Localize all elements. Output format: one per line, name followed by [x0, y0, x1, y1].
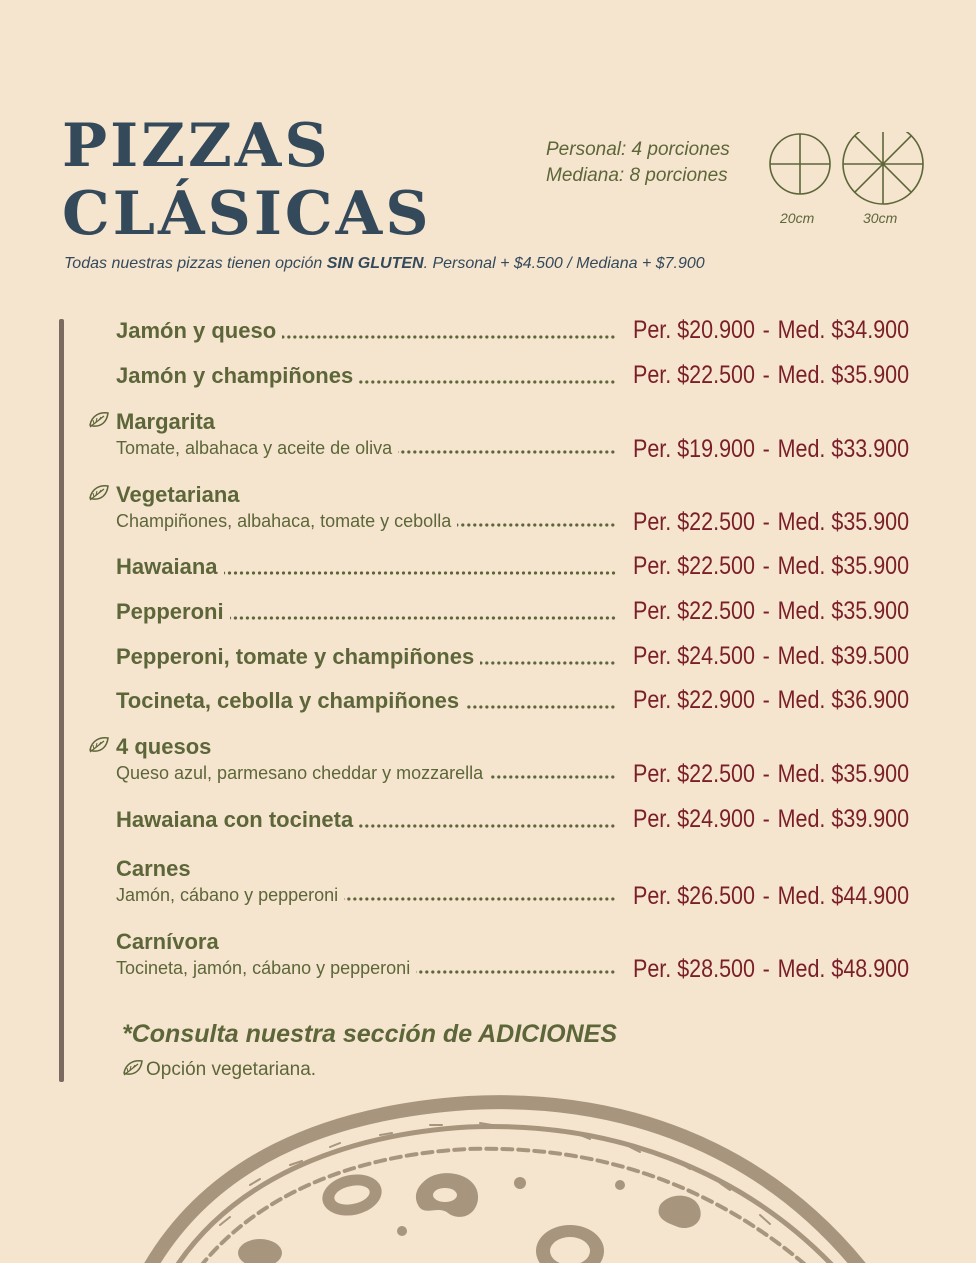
dot-leader — [416, 970, 616, 974]
menu-item-prices — [633, 686, 909, 715]
price-personal: Per. $24.500 — [633, 642, 755, 670]
price-mediana: Med. $36.900 — [777, 686, 910, 714]
dot-leader — [282, 335, 616, 339]
menu-item-name: Pepperoni — [116, 599, 224, 624]
price-mediana: Med. $44.900 — [777, 882, 910, 910]
dot-leader — [359, 380, 616, 384]
menu-item-name: Jamón y champiñones — [116, 363, 354, 388]
price-separator: - — [762, 361, 770, 389]
price-mediana: Med. $48.900 — [777, 955, 910, 983]
price-separator: - — [762, 686, 770, 714]
dot-leader — [480, 661, 616, 665]
page-title — [62, 112, 432, 248]
price-personal: Per. $19.900 — [633, 435, 755, 463]
dot-leader — [359, 824, 616, 828]
price-separator: - — [762, 882, 770, 910]
menu-item-name: Carnes — [116, 856, 191, 881]
menu-item-prices — [633, 955, 909, 984]
dot-leader — [489, 775, 616, 779]
price-separator: - — [762, 552, 770, 580]
price-personal: Per. $28.500 — [633, 955, 755, 983]
price-mediana: Med. $39.500 — [777, 642, 910, 670]
price-personal: Per. $22.500 — [633, 552, 755, 580]
menu-item-description: Tomate, albahaca y aceite de oliva — [116, 438, 393, 458]
menu-item-line — [116, 686, 616, 714]
size-label-personal: 20cm — [780, 210, 815, 226]
menu-item-name: Carnívora — [116, 929, 219, 954]
price-mediana: Med. $39.900 — [777, 805, 910, 833]
dot-leader — [224, 571, 617, 575]
dot-leader — [457, 523, 616, 527]
dot-leader — [344, 897, 616, 901]
price-separator: - — [762, 955, 770, 983]
gluten-note-highlight: SIN GLUTEN — [326, 255, 424, 272]
menu-item-prices — [633, 760, 909, 789]
gluten-note-prefix: Todas nuestras pizzas tienen opción — [64, 255, 327, 272]
menu-item-line — [116, 642, 616, 670]
leaf-icon — [88, 484, 110, 502]
price-mediana: Med. $34.900 — [777, 316, 910, 344]
menu-item-line — [116, 597, 616, 625]
menu-item-prices — [633, 316, 909, 345]
price-separator: - — [762, 597, 770, 625]
menu-item-line — [116, 805, 616, 833]
menu-item-prices — [633, 597, 909, 626]
adiciones-note: *Consulta nuestra sección de ADICIONES — [122, 1020, 618, 1048]
menu-item-line — [116, 878, 616, 906]
price-personal: Per. $22.500 — [633, 361, 755, 389]
leaf-icon — [88, 411, 110, 429]
menu-item-name: Vegetariana — [116, 482, 240, 507]
menu-item-name: Pepperoni, tomate y champiñones — [116, 644, 475, 669]
menu-item-line — [116, 361, 616, 389]
menu-item-line — [116, 316, 616, 344]
menu-item-line — [116, 552, 616, 580]
leaf-icon — [122, 1059, 144, 1077]
menu-item-name: Tocineta, cebolla y champiñones — [116, 688, 460, 713]
menu-item-prices — [633, 642, 909, 671]
price-personal: Per. $22.500 — [633, 597, 755, 625]
menu-item-prices — [633, 435, 909, 464]
menu-item-prices — [633, 508, 909, 537]
size-label-mediana: 30cm — [863, 210, 898, 226]
price-mediana: Med. $35.900 — [777, 361, 910, 389]
menu-item-prices — [633, 361, 909, 390]
portions-info — [546, 137, 730, 189]
price-mediana: Med. $33.900 — [777, 435, 910, 463]
menu-item-description: Tocineta, jamón, cábano y pepperoni — [116, 958, 411, 978]
menu-item-name: Hawaiana con tocineta — [116, 807, 354, 832]
title-line-1: PIZZAS — [62, 111, 331, 181]
gluten-note-suffix: . Personal + $4.500 / Mediana + $7.900 — [423, 255, 705, 272]
price-mediana: Med. $35.900 — [777, 760, 910, 788]
price-personal: Per. $22.500 — [633, 508, 755, 536]
price-separator: - — [762, 805, 770, 833]
dot-leader — [230, 616, 616, 620]
dot-leader — [398, 450, 616, 454]
menu-item-name: Hawaiana — [116, 554, 218, 579]
price-separator: - — [762, 760, 770, 788]
menu-item-prices — [633, 882, 909, 911]
price-separator: - — [762, 642, 770, 670]
menu-item-description: Champiñones, albahaca, tomate y cebolla — [116, 511, 452, 531]
price-personal: Per. $20.900 — [633, 316, 755, 344]
menu-item-name: Jamón y queso — [116, 318, 277, 343]
menu-item-line — [116, 431, 616, 459]
menu-item-line — [116, 504, 616, 532]
menu-item-prices — [633, 805, 909, 834]
menu-item-prices — [633, 552, 909, 581]
menu-item-description: Jamón, cábano y pepperoni — [116, 885, 339, 905]
price-personal: Per. $22.500 — [633, 760, 755, 788]
menu-item-name: Margarita — [116, 409, 216, 434]
gluten-free-note — [64, 255, 705, 273]
price-personal: Per. $24.900 — [633, 805, 755, 833]
leaf-icon — [88, 736, 110, 754]
menu-item-description: Queso azul, parmesano cheddar y mozzarella — [116, 763, 484, 783]
price-mediana: Med. $35.900 — [777, 552, 910, 580]
vegetarian-legend-label: Opción vegetariana. — [146, 1059, 317, 1080]
price-separator: - — [762, 508, 770, 536]
menu-item-line — [116, 951, 616, 979]
pizza-illustration — [0, 1085, 976, 1263]
price-mediana: Med. $35.900 — [777, 597, 910, 625]
pizza-8-slice-icon — [843, 132, 923, 204]
price-personal: Per. $26.500 — [633, 882, 755, 910]
menu-item-name: 4 quesos — [116, 734, 212, 759]
price-personal: Per. $22.900 — [633, 686, 755, 714]
portions-mediana: Mediana: 8 porciones — [546, 165, 728, 186]
price-mediana: Med. $35.900 — [777, 508, 910, 536]
pizza-4-slice-icon — [770, 134, 830, 194]
vegetarian-legend — [122, 1059, 316, 1081]
menu-side-bar — [59, 319, 64, 1082]
price-separator: - — [762, 316, 770, 344]
menu-item-line — [116, 756, 616, 784]
portions-personal: Personal: 4 porciones — [546, 139, 730, 160]
price-separator: - — [762, 435, 770, 463]
dot-leader — [465, 705, 616, 709]
title-line-2: CLÁSICAS — [62, 179, 432, 249]
